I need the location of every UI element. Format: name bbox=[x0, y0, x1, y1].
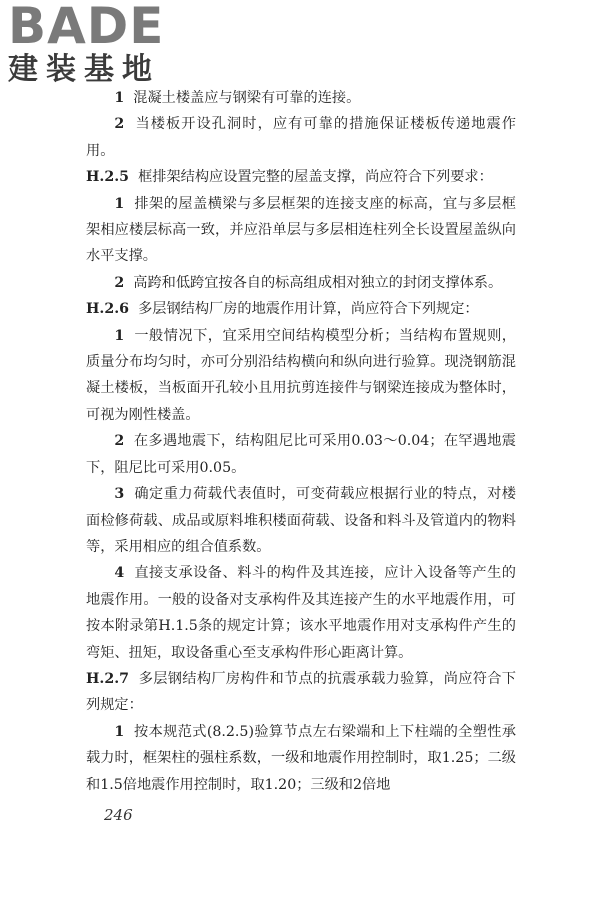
paragraph-text: 高跨和低跨宜按各自的标高组成相对独立的封闭支撑体系。 bbox=[133, 274, 503, 291]
item-number: 2 bbox=[114, 116, 125, 133]
paragraph-3 bbox=[86, 191, 516, 270]
item-number: 3 bbox=[114, 486, 125, 503]
clause-h-2-5 bbox=[86, 164, 516, 190]
paragraph-6 bbox=[86, 428, 516, 481]
item-number: 1 bbox=[114, 723, 125, 740]
paragraph-text: 框排架结构应设置完整的屋盖支撑，尚应符合下列要求： bbox=[138, 169, 493, 186]
paragraph-text: 排架的屋盖横梁与多层框架的连接支座的标高，宜与多层框架相应楼层标高一致，并应沿单层与多层相连柱列全长设置屋盖纵向水平支撑。 bbox=[86, 195, 516, 265]
item-number: 2 bbox=[114, 433, 125, 450]
paragraph-text: 多层钢结构厂房构件和节点的抗震承载力验算，尚应符合下列规定： bbox=[86, 670, 516, 714]
paragraph-8 bbox=[86, 560, 516, 666]
paragraph-text: 在多遇地震下，结构阻尼比可采用0.03～0.04；在罕遇地震下，阻尼比可采用0.05。 bbox=[86, 433, 516, 476]
paragraph-text: 一般情况下，宜采用空间结构模型分析；当结构布置规则，质量分布均匀时，亦可分别沿结构横向和纵向进行验算。现浇钢筋混凝土楼板，当板面开孔较小且用抗剪连接件与钢梁连接成为整体时，可视为刚性楼盖。 bbox=[86, 327, 516, 423]
clause-h-2-6 bbox=[86, 296, 516, 322]
clause-number: H.2.6 bbox=[86, 301, 130, 318]
item-number: 1 bbox=[114, 90, 125, 106]
paragraph-text: 确定重力荷载代表值时，可变荷载应根据行业的特点，对楼面检修荷载、成品或原料堆积楼面荷载、设备和料斗及管道内的物料等，采用相应的组合值系数。 bbox=[86, 486, 516, 555]
page-number: 246 bbox=[104, 806, 133, 824]
paragraph-1 bbox=[86, 85, 516, 111]
item-number: 4 bbox=[114, 565, 125, 582]
paragraph-text: 多层钢结构厂房的地震作用计算，尚应符合下列规定： bbox=[138, 301, 479, 318]
clause-h-2-7 bbox=[86, 666, 516, 719]
paragraph-2 bbox=[86, 111, 516, 164]
logo-brand: BADE bbox=[8, 0, 165, 55]
paragraph-9 bbox=[86, 719, 516, 798]
paragraph-5 bbox=[86, 323, 516, 429]
logo bbox=[8, 0, 183, 88]
paragraph-text: 直接支承设备、料斗的构件及其连接，应计入设备等产生的地震作用。一般的设备对支承构件及其连接产生的水平地震作用，可按本附录第H.1.5条的规定计算；该水平地震作用对支承构件产生的弯矩、扭矩，取设备重心至支承构件形心距离计算。 bbox=[86, 565, 516, 661]
clause-number: H.2.7 bbox=[86, 670, 130, 687]
document-body bbox=[86, 85, 516, 798]
paragraph-7 bbox=[86, 481, 516, 560]
paragraph-text: 混凝土楼盖应与钢梁有可靠的连接。 bbox=[133, 90, 361, 106]
paragraph-text: 当楼板开设孔洞时，应有可靠的措施保证楼板传递地震作用。 bbox=[86, 116, 516, 159]
clause-number: H.2.5 bbox=[86, 169, 130, 186]
item-number: 1 bbox=[114, 195, 125, 212]
logo-subtitle: 建装基地 bbox=[8, 52, 160, 87]
paragraph-text: 按本规范式(8.2.5)验算节点左右梁端和上下柱端的全塑性承载力时，框架柱的强柱系数，一级和地震作用控制时，取1.25；二级和1.5倍地震作用控制时，取1.20；三级和2倍地 bbox=[86, 723, 516, 793]
item-number: 1 bbox=[114, 327, 125, 344]
paragraph-4 bbox=[86, 270, 516, 296]
item-number: 2 bbox=[114, 274, 125, 291]
